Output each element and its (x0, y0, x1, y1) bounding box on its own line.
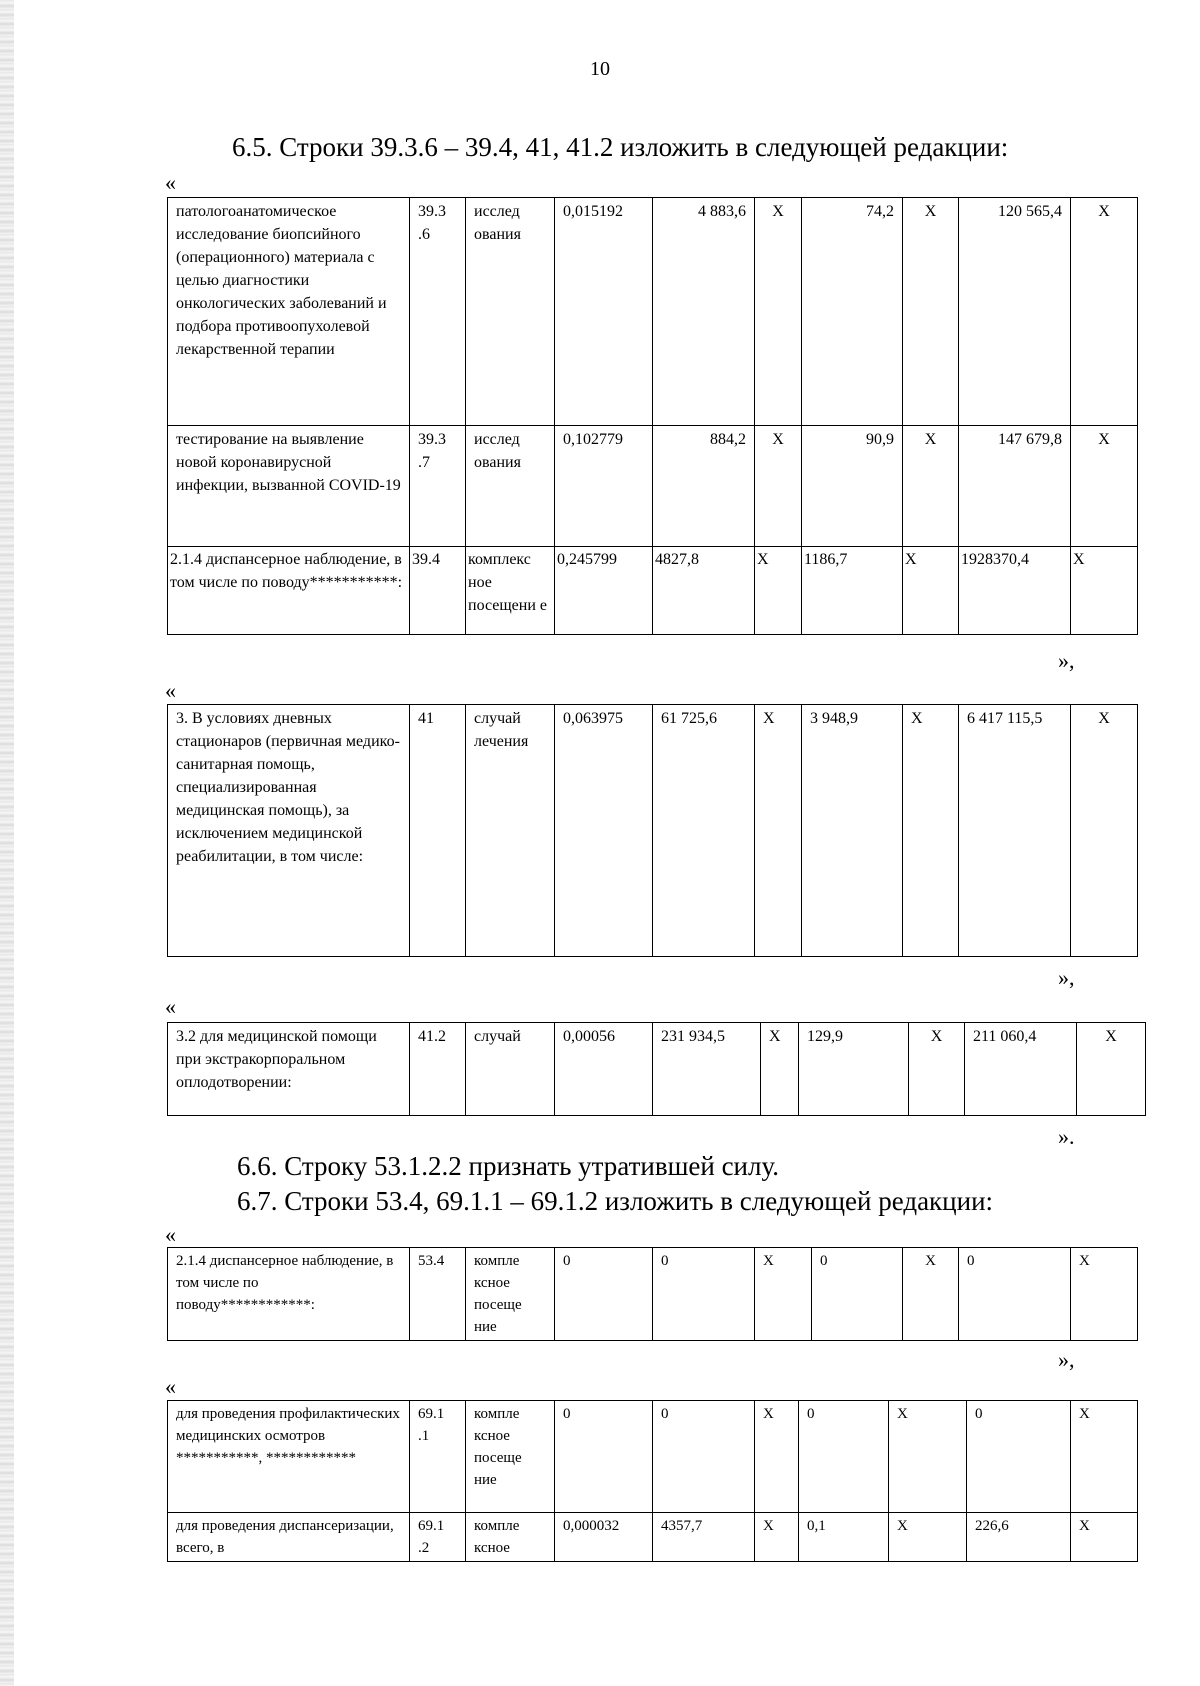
row-value-5: Х (903, 426, 959, 547)
row-value-2: 4 883,6 (653, 198, 755, 426)
row-code: 39.3 .6 (410, 198, 466, 426)
table-row (168, 1023, 1146, 1116)
row-value-4: 0 (799, 1401, 889, 1513)
row-code: 39.3 .7 (410, 426, 466, 547)
row-code: 41.2 (410, 1023, 466, 1116)
row-code: 69.1 .1 (410, 1401, 466, 1513)
row-value-1: 0 (555, 1401, 653, 1513)
row-value-6: 226,6 (967, 1513, 1071, 1562)
row-value-1: 0,000032 (555, 1513, 653, 1562)
row-value-7: Х (1071, 198, 1138, 426)
table-row (168, 705, 1138, 957)
row-value-4: 0 (812, 1248, 903, 1341)
row-unit: компле ксное (466, 1513, 555, 1562)
row-value-7: Х (1071, 1513, 1138, 1562)
table-row (168, 1513, 1138, 1562)
scan-edge (0, 0, 14, 1686)
row-value-2: 0 (653, 1401, 755, 1513)
row-value-6: 0 (959, 1248, 1071, 1341)
row-value-7: Х (1071, 547, 1138, 635)
row-unit: случай (466, 1023, 555, 1116)
open-quote: « (165, 170, 176, 195)
row-code: 39.4 (410, 547, 466, 635)
row-value-5: Х (909, 1023, 965, 1116)
row-value-4: 1186,7 (802, 547, 903, 635)
close-quote: », (1058, 1347, 1075, 1372)
row-value-2: 0 (653, 1248, 755, 1341)
section-6-7-heading: 6.7. Строки 53.4, 69.1.1 – 69.1.2 изложить в следующей редакции: (237, 1186, 994, 1216)
row-value-1: 0,00056 (555, 1023, 653, 1116)
row-name: 3. В условиях дневных стационаров (первичная медико-санитарная помощь, специализированная медицинская помощь), за исключением медицинской реабилитации, в том числе: (168, 705, 410, 957)
row-name: для проведения профилактических медицинских осмотров ***********, ************ (168, 1401, 410, 1513)
row-value-1: 0,015192 (555, 198, 653, 426)
table-row (168, 1401, 1138, 1513)
row-value-7: Х (1071, 705, 1138, 957)
row-value-6: 6 417 115,5 (959, 705, 1071, 957)
row-value-3: Х (755, 426, 802, 547)
close-quote: », (1058, 965, 1075, 990)
section-6-5-heading: 6.5. Строки 39.3.6 – 39.4, 41, 41.2 изложить в следующей редакции: (232, 132, 1009, 162)
row-value-2: 61 725,6 (653, 705, 755, 957)
row-value-3: Х (761, 1023, 799, 1116)
table-row-41 (167, 704, 1138, 957)
page-number: 10 (590, 58, 610, 80)
row-code: 53.4 (410, 1248, 466, 1341)
row-value-3: Х (755, 705, 802, 957)
row-value-5: Х (889, 1513, 967, 1562)
table-rows-69 (167, 1400, 1138, 1562)
row-value-3: Х (755, 547, 802, 635)
table-row-41-2 (167, 1022, 1146, 1116)
close-quote: », (1058, 648, 1075, 673)
row-value-6: 1928370,4 (959, 547, 1071, 635)
row-unit: исслед ования (466, 426, 555, 547)
row-name: для проведения диспансеризации, всего, в (168, 1513, 410, 1562)
table-row-53-4 (167, 1247, 1138, 1341)
close-quote: ». (1058, 1124, 1075, 1149)
row-value-2: 4357,7 (653, 1513, 755, 1562)
row-value-5: Х (903, 198, 959, 426)
row-value-7: Х (1071, 1248, 1138, 1341)
row-value-6: 120 565,4 (959, 198, 1071, 426)
row-name: 2.1.4 диспансерное наблюдение, в том числе по поводу************: (168, 1248, 410, 1341)
row-value-6: 147 679,8 (959, 426, 1071, 547)
row-value-2: 4827,8 (653, 547, 755, 635)
row-value-2: 884,2 (653, 426, 755, 547)
row-value-1: 0,063975 (555, 705, 653, 957)
row-value-7: Х (1077, 1023, 1146, 1116)
row-value-4: 129,9 (799, 1023, 909, 1116)
row-name: тестирование на выявление новой коронавирусной инфекции, вызванной COVID-19 (168, 426, 410, 547)
row-value-6: 0 (967, 1401, 1071, 1513)
row-name: патологоанатомическое исследование биопсийного (операционного) материала с целью диагностики онкологических заболеваний и подбора противоопухолевой лекарственной терапии (168, 198, 410, 426)
table-section-6-5 (167, 197, 1138, 635)
row-value-4: 74,2 (802, 198, 903, 426)
row-unit: исслед ования (466, 198, 555, 426)
row-value-4: 90,9 (802, 426, 903, 547)
row-value-4: 0,1 (799, 1513, 889, 1562)
row-value-1: 0,245799 (555, 547, 653, 635)
row-unit: компле ксное посеще ние (466, 1401, 555, 1513)
row-value-3: Х (755, 1401, 799, 1513)
row-value-3: Х (755, 1248, 812, 1341)
table-row (168, 1248, 1138, 1341)
row-unit: компле ксное посеще ние (466, 1248, 555, 1341)
open-quote: « (165, 1374, 176, 1399)
row-value-3: Х (755, 198, 802, 426)
row-value-6: 211 060,4 (965, 1023, 1077, 1116)
open-quote: « (165, 994, 176, 1019)
table-row (168, 426, 1138, 547)
row-code: 41 (410, 705, 466, 957)
row-value-4: 3 948,9 (802, 705, 903, 957)
table-row (168, 198, 1138, 426)
row-value-5: Х (903, 547, 959, 635)
row-unit: комплекс ное посещени е (466, 547, 555, 635)
row-code: 69.1 .2 (410, 1513, 466, 1562)
row-value-7: Х (1071, 426, 1138, 547)
row-value-5: Х (903, 705, 959, 957)
row-value-5: Х (903, 1248, 959, 1341)
row-value-1: 0 (555, 1248, 653, 1341)
row-unit: случай лечения (466, 705, 555, 957)
row-value-3: Х (755, 1513, 799, 1562)
table-row (168, 547, 1138, 635)
open-quote: « (165, 678, 176, 703)
row-name: 2.1.4 диспансерное наблюдение, в том числе по поводу***********: (168, 547, 410, 635)
row-value-1: 0,102779 (555, 426, 653, 547)
row-name: 3.2 для медицинской помощи при экстракорпоральном оплодотворении: (168, 1023, 410, 1116)
row-value-7: Х (1071, 1401, 1138, 1513)
open-quote: « (165, 1222, 176, 1247)
row-value-5: Х (889, 1401, 967, 1513)
section-6-6-heading: 6.6. Строку 53.1.2.2 признать утратившей силу. (237, 1151, 780, 1181)
row-value-2: 231 934,5 (653, 1023, 761, 1116)
